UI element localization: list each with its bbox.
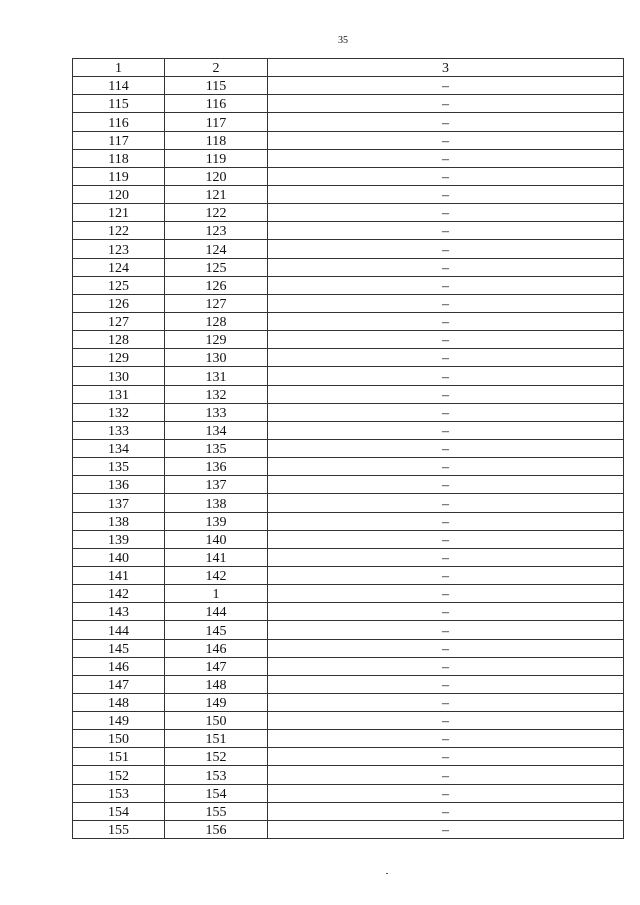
table-cell-col2: 127 [165, 294, 268, 312]
table-cell-col2: 126 [165, 276, 268, 294]
table-cell-col1: 140 [73, 548, 165, 566]
table-cell-col2: 147 [165, 657, 268, 675]
table-cell-col1: 132 [73, 403, 165, 421]
table-cell-col2: 1 [165, 585, 268, 603]
table-cell-col3: – [268, 149, 624, 167]
table-row [73, 113, 624, 131]
table-row [73, 693, 624, 711]
table-row [73, 458, 624, 476]
table-row [73, 240, 624, 258]
table-cell-col3: – [268, 258, 624, 276]
table-cell-col2: 132 [165, 385, 268, 403]
table-cell-col3: – [268, 603, 624, 621]
table-cell-col1: 128 [73, 331, 165, 349]
table-row [73, 385, 624, 403]
table-row [73, 167, 624, 185]
table-cell-col1: 134 [73, 439, 165, 457]
table-cell-col2: 128 [165, 312, 268, 330]
table-cell-col1: 146 [73, 657, 165, 675]
table-cell-col3: – [268, 276, 624, 294]
table-cell-col2: 130 [165, 349, 268, 367]
table-row [73, 131, 624, 149]
table-cell-col2: 141 [165, 548, 268, 566]
table-body [73, 77, 624, 839]
table-cell-col1: 135 [73, 458, 165, 476]
table-cell-col3: – [268, 421, 624, 439]
table-cell-col3: – [268, 657, 624, 675]
table-cell-col1: 133 [73, 421, 165, 439]
table-cell-col3: – [268, 530, 624, 548]
table-row [73, 276, 624, 294]
table-row [73, 639, 624, 657]
table-cell-col3: – [268, 820, 624, 838]
table-cell-col1: 154 [73, 802, 165, 820]
table-cell-col1: 152 [73, 766, 165, 784]
table-cell-col3: – [268, 113, 624, 131]
table-row [73, 77, 624, 95]
table-cell-col1: 139 [73, 530, 165, 548]
header-row [73, 59, 624, 77]
table-cell-col1: 148 [73, 693, 165, 711]
table-cell-col2: 131 [165, 367, 268, 385]
table-row [73, 748, 624, 766]
table-cell-col1: 155 [73, 820, 165, 838]
table-cell-col2: 151 [165, 730, 268, 748]
table-cell-col3: – [268, 131, 624, 149]
table-cell-col2: 148 [165, 675, 268, 693]
table-cell-col3: – [268, 512, 624, 530]
table-row [73, 476, 624, 494]
table-cell-col2: 156 [165, 820, 268, 838]
table-cell-col3: – [268, 439, 624, 457]
page-number: 35 [338, 35, 348, 46]
table-cell-col3: – [268, 331, 624, 349]
table-row [73, 149, 624, 167]
table-row [73, 367, 624, 385]
table-cell-col2: 116 [165, 95, 268, 113]
table-row [73, 331, 624, 349]
table-cell-col3: – [268, 494, 624, 512]
table-cell-col1: 115 [73, 95, 165, 113]
table-cell-col2: 121 [165, 185, 268, 203]
table-cell-col2: 149 [165, 693, 268, 711]
table-row [73, 730, 624, 748]
table-cell-col1: 153 [73, 784, 165, 802]
table-row [73, 621, 624, 639]
table-cell-col3: – [268, 294, 624, 312]
table-cell-col3: – [268, 312, 624, 330]
table-cell-col1: 127 [73, 312, 165, 330]
table-cell-col2: 146 [165, 639, 268, 657]
table-row [73, 675, 624, 693]
table-cell-col2: 118 [165, 131, 268, 149]
table-cell-col3: – [268, 240, 624, 258]
table-cell-col2: 152 [165, 748, 268, 766]
table-cell-col1: 118 [73, 149, 165, 167]
table-cell-col1: 126 [73, 294, 165, 312]
table-cell-col1: 120 [73, 185, 165, 203]
table-cell-col3: – [268, 385, 624, 403]
table-cell-col2: 140 [165, 530, 268, 548]
table-row [73, 258, 624, 276]
table-cell-col3: – [268, 766, 624, 784]
table-cell-col1: 143 [73, 603, 165, 621]
header-cell-3: 3 [268, 59, 624, 77]
table-row [73, 185, 624, 203]
table-cell-col2: 142 [165, 566, 268, 584]
header-cell-1: 1 [73, 59, 165, 77]
table-cell-col3: – [268, 675, 624, 693]
table-row [73, 603, 624, 621]
table-cell-col2: 154 [165, 784, 268, 802]
table-cell-col1: 117 [73, 131, 165, 149]
table-cell-col1: 149 [73, 712, 165, 730]
table-cell-col3: – [268, 566, 624, 584]
table-cell-col3: – [268, 730, 624, 748]
table-cell-col1: 144 [73, 621, 165, 639]
table-row [73, 657, 624, 675]
table-cell-col2: 153 [165, 766, 268, 784]
table-cell-col2: 123 [165, 222, 268, 240]
table-cell-col2: 119 [165, 149, 268, 167]
table-cell-col3: – [268, 349, 624, 367]
table-cell-col1: 131 [73, 385, 165, 403]
table-cell-col2: 144 [165, 603, 268, 621]
table-cell-col2: 138 [165, 494, 268, 512]
table-row [73, 566, 624, 584]
table-cell-col3: – [268, 639, 624, 657]
table-cell-col1: 145 [73, 639, 165, 657]
table-cell-col3: – [268, 712, 624, 730]
table-cell-col2: 150 [165, 712, 268, 730]
table-row [73, 512, 624, 530]
table-header [73, 59, 624, 77]
table-cell-col1: 137 [73, 494, 165, 512]
table-cell-col1: 151 [73, 748, 165, 766]
table-cell-col1: 119 [73, 167, 165, 185]
table-cell-col2: 124 [165, 240, 268, 258]
table-cell-col1: 129 [73, 349, 165, 367]
table-cell-col3: – [268, 748, 624, 766]
table-cell-col2: 133 [165, 403, 268, 421]
table-cell-col1: 142 [73, 585, 165, 603]
table-row [73, 204, 624, 222]
table-cell-col2: 117 [165, 113, 268, 131]
table-cell-col3: – [268, 167, 624, 185]
table-row [73, 784, 624, 802]
table-cell-col2: 145 [165, 621, 268, 639]
header-cell-2: 2 [165, 59, 268, 77]
table-row [73, 530, 624, 548]
table-cell-col2: 137 [165, 476, 268, 494]
table-cell-col3: – [268, 548, 624, 566]
table-row [73, 766, 624, 784]
table-cell-col3: – [268, 204, 624, 222]
table-row [73, 294, 624, 312]
table-cell-col2: 135 [165, 439, 268, 457]
table-row [73, 95, 624, 113]
table-row [73, 712, 624, 730]
table-cell-col1: 122 [73, 222, 165, 240]
table-cell-col3: – [268, 585, 624, 603]
table-cell-col1: 136 [73, 476, 165, 494]
table-row [73, 585, 624, 603]
table-cell-col1: 116 [73, 113, 165, 131]
table-cell-col3: – [268, 367, 624, 385]
table-cell-col1: 124 [73, 258, 165, 276]
table-cell-col3: – [268, 403, 624, 421]
table-cell-col2: 155 [165, 802, 268, 820]
table-cell-col2: 115 [165, 77, 268, 95]
table-cell-col3: – [268, 784, 624, 802]
table-row [73, 548, 624, 566]
footer-dot [386, 873, 388, 874]
table-row [73, 312, 624, 330]
table-cell-col1: 147 [73, 675, 165, 693]
table-cell-col3: – [268, 458, 624, 476]
table-cell-col3: – [268, 621, 624, 639]
table-row [73, 222, 624, 240]
table-cell-col3: – [268, 185, 624, 203]
table-cell-col1: 141 [73, 566, 165, 584]
table-cell-col2: 120 [165, 167, 268, 185]
table-cell-col3: – [268, 802, 624, 820]
table-cell-col2: 125 [165, 258, 268, 276]
table-row [73, 802, 624, 820]
table-cell-col1: 138 [73, 512, 165, 530]
table-cell-col2: 139 [165, 512, 268, 530]
table-cell-col3: – [268, 693, 624, 711]
table-cell-col1: 130 [73, 367, 165, 385]
table-cell-col2: 129 [165, 331, 268, 349]
table-row [73, 349, 624, 367]
table-cell-col2: 134 [165, 421, 268, 439]
data-table [72, 58, 624, 839]
table-cell-col1: 150 [73, 730, 165, 748]
table-cell-col1: 114 [73, 77, 165, 95]
table-cell-col1: 123 [73, 240, 165, 258]
table-cell-col1: 125 [73, 276, 165, 294]
table-cell-col1: 121 [73, 204, 165, 222]
table-row [73, 494, 624, 512]
table-cell-col3: – [268, 95, 624, 113]
table-cell-col3: – [268, 77, 624, 95]
table-cell-col2: 122 [165, 204, 268, 222]
table-row [73, 403, 624, 421]
table-cell-col3: – [268, 222, 624, 240]
table-row [73, 421, 624, 439]
table-cell-col2: 136 [165, 458, 268, 476]
table-row [73, 439, 624, 457]
table-cell-col3: – [268, 476, 624, 494]
table-row [73, 820, 624, 838]
